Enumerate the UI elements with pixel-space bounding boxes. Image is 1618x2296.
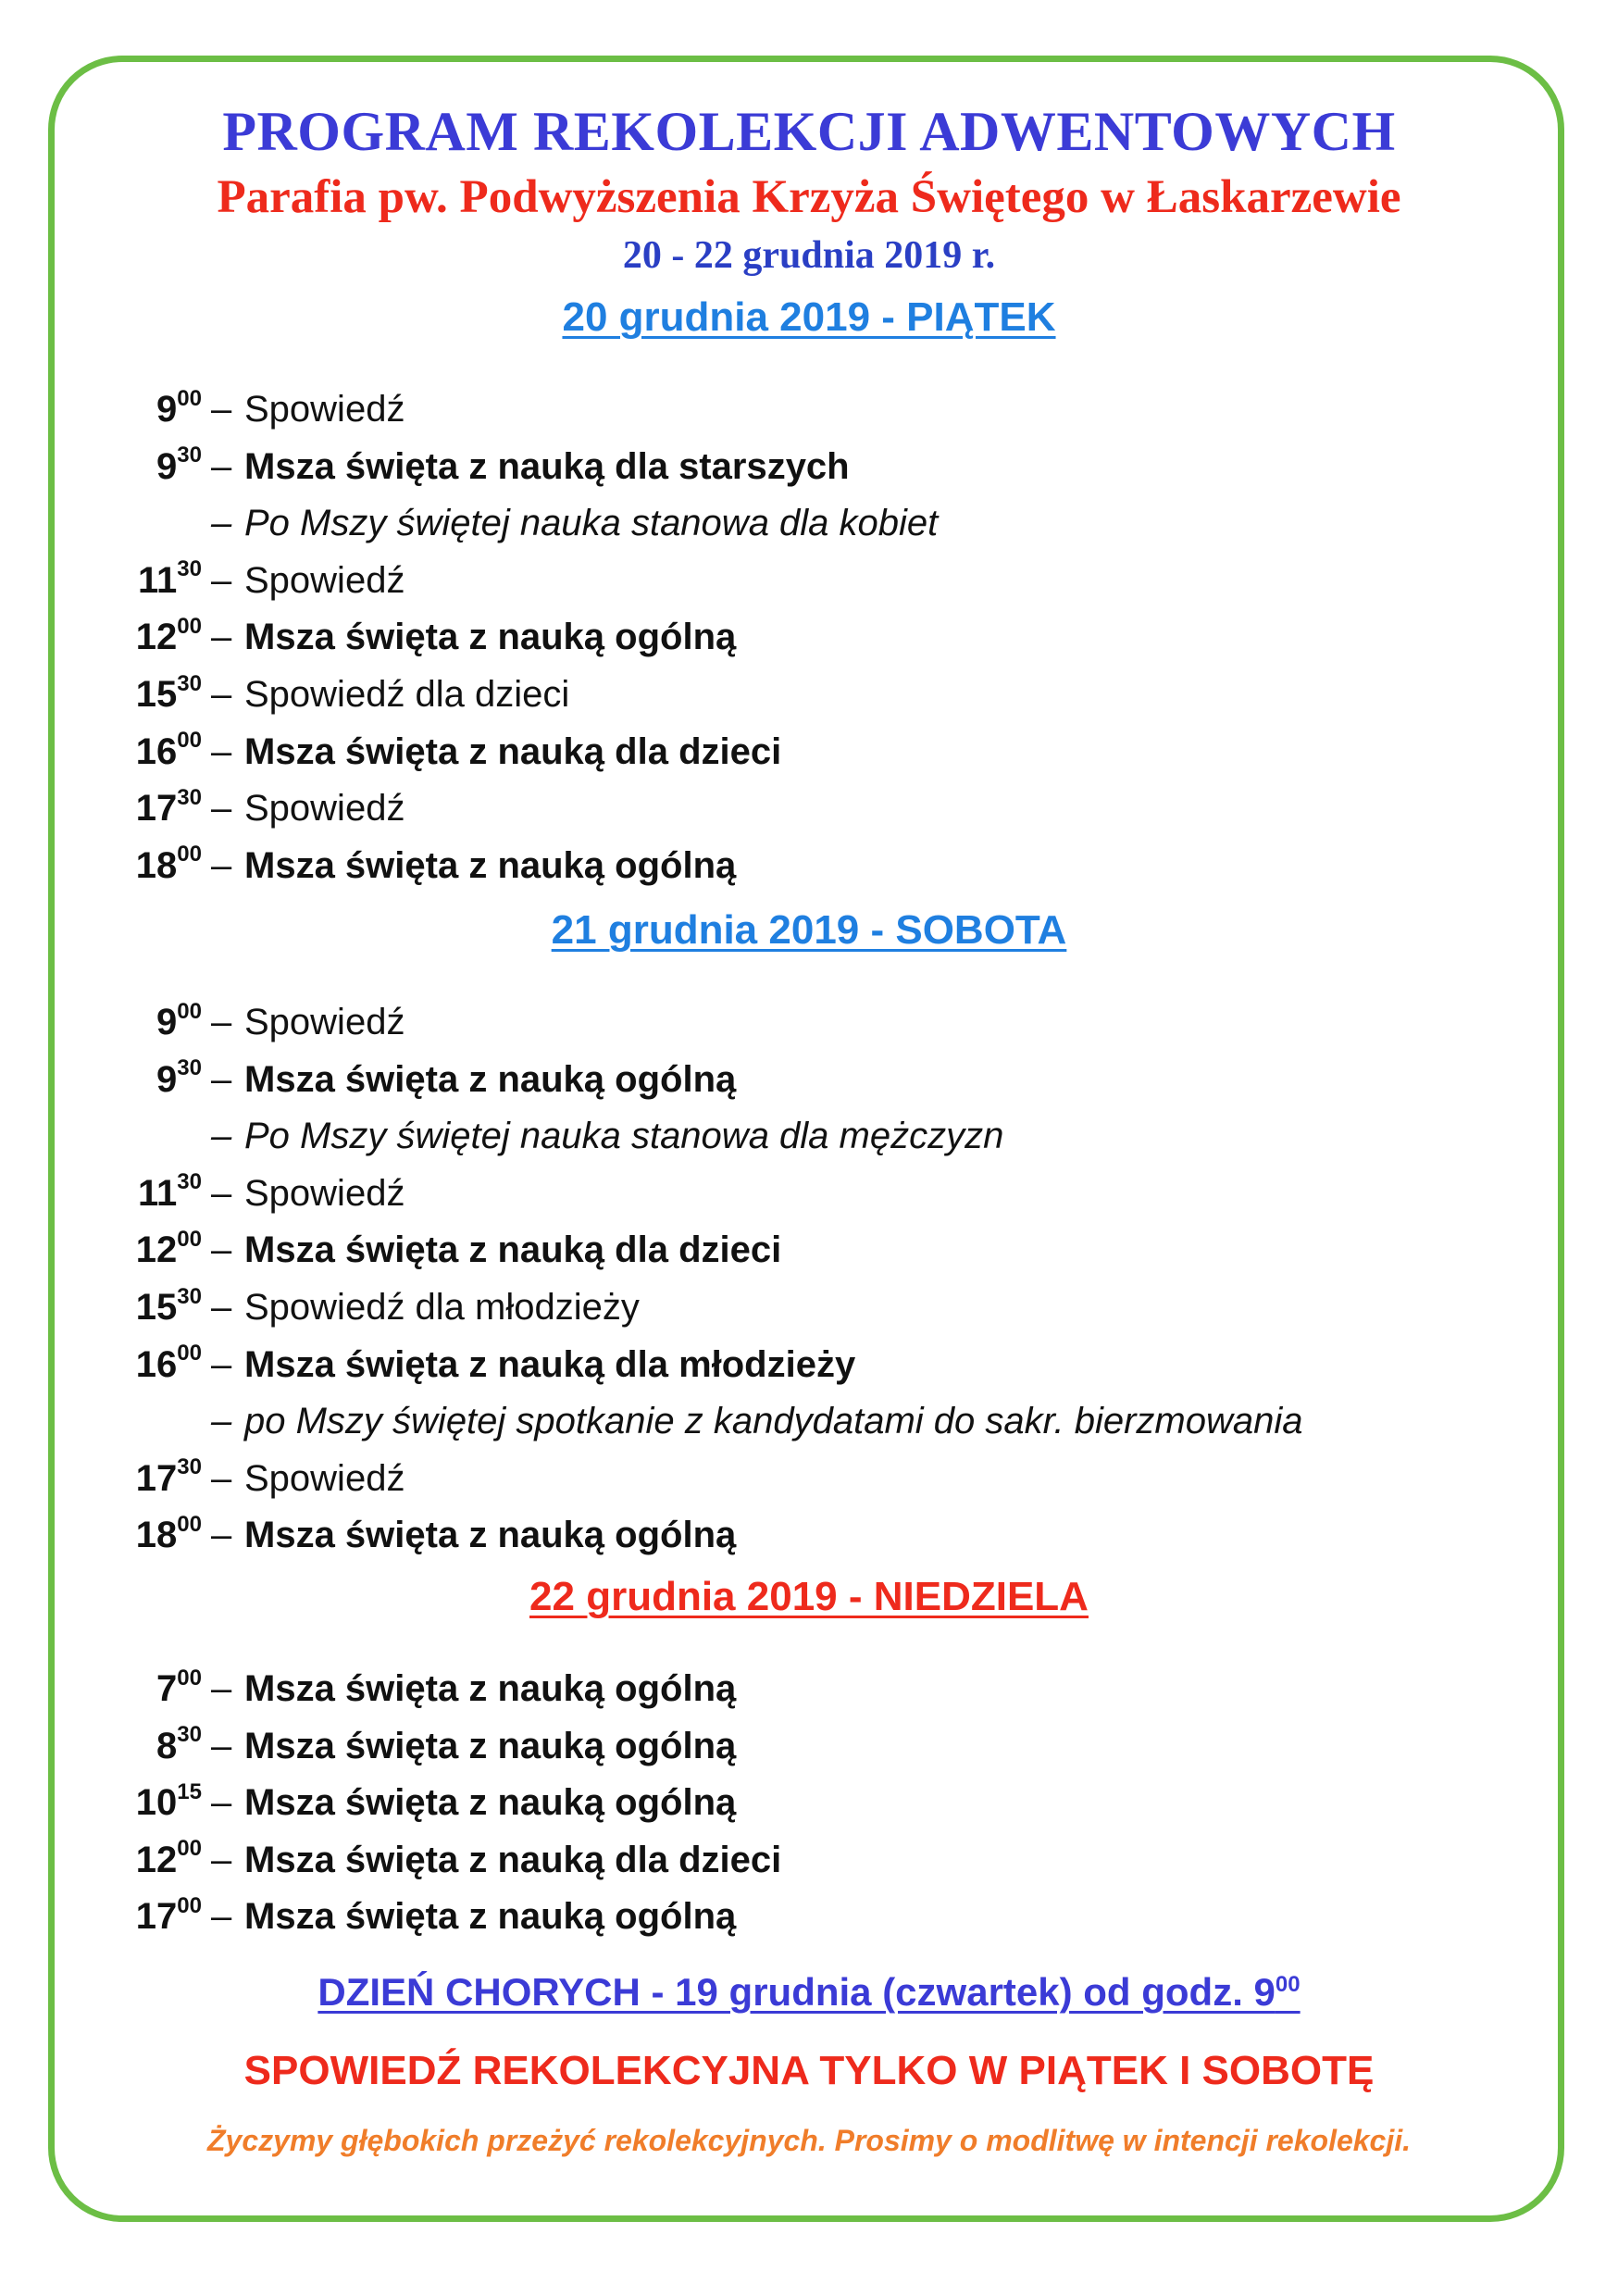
time-hour: 15 — [135, 1287, 178, 1328]
dash-separator: – — [211, 445, 232, 487]
event-text: Msza święta z nauką dla dzieci — [244, 1229, 782, 1271]
time-minutes: 15 — [177, 1778, 202, 1804]
dash-separator: – — [211, 1839, 232, 1880]
event-text: Spowiedź — [244, 1457, 405, 1499]
event-text: Msza święta z nauką ogólną — [244, 617, 737, 658]
dash-separator: – — [211, 844, 232, 886]
dash-separator: – — [211, 1229, 232, 1271]
time-label — [44, 1722, 202, 1767]
event-text: Msza święta z nauką ogólną — [244, 844, 737, 886]
time-label — [44, 1341, 202, 1386]
time-minutes: 00 — [177, 1665, 202, 1691]
time-hour: 18 — [135, 844, 178, 886]
time-label — [44, 1893, 202, 1938]
time-hour: 11 — [138, 1172, 178, 1214]
time-label — [44, 1283, 202, 1329]
time-hour: 12 — [135, 1229, 178, 1271]
time-hour: 17 — [135, 1896, 178, 1938]
time-hour: 17 — [135, 1457, 178, 1499]
time-label — [44, 1229, 202, 1271]
time-hour: 9 — [156, 389, 178, 430]
event-text: Spowiedź — [244, 389, 405, 430]
event-text: Spowiedź — [244, 1172, 405, 1214]
event-text: Msza święta z nauką dla starszych — [244, 445, 850, 487]
time-hour: 18 — [135, 1515, 178, 1556]
event-text: Spowiedź dla młodzieży — [244, 1287, 640, 1328]
dash-separator: – — [211, 1457, 232, 1499]
dash-separator: – — [211, 674, 232, 715]
time-label — [44, 784, 202, 830]
time-hour: 11 — [138, 559, 178, 601]
event-text: Spowiedź dla dzieci — [244, 674, 570, 715]
time-minutes: 30 — [177, 1169, 202, 1195]
time-minutes: 30 — [177, 443, 202, 468]
time-minutes: 00 — [177, 614, 202, 640]
dash-separator: – — [211, 1002, 232, 1042]
event-text: po Mszy świętej spotkanie z kandydatami do sakr. bierzmowania — [244, 1401, 1303, 1442]
dash-separator: – — [211, 1343, 232, 1385]
dash-separator: – — [211, 1668, 232, 1709]
time-hour: 12 — [135, 617, 178, 658]
dash-separator: – — [211, 1896, 232, 1938]
time-hour: 16 — [135, 1343, 178, 1385]
time-hour: 9 — [156, 1002, 178, 1042]
time-minutes: 00 — [177, 1512, 202, 1538]
event-text: Msza święta z nauką ogólną — [244, 1725, 737, 1766]
time-minutes: 00 — [177, 1227, 202, 1253]
retreat-dates: 20 - 22 grudnia 2019 r. — [622, 234, 996, 277]
time-hour: 8 — [156, 1725, 178, 1766]
time-label — [44, 1665, 202, 1710]
time-hour: 7 — [156, 1668, 178, 1709]
dash-separator: – — [211, 1782, 232, 1824]
event-text: Spowiedź — [244, 559, 405, 601]
event-text: Msza święta z nauką ogólną — [244, 1058, 737, 1100]
event-text: Spowiedź — [244, 788, 405, 830]
time-minutes: 00 — [177, 1836, 202, 1862]
time-label — [44, 1778, 202, 1824]
time-label — [44, 728, 202, 773]
time-label — [44, 1836, 202, 1881]
time-label — [44, 614, 202, 658]
time-label — [44, 1454, 202, 1500]
time-minutes: 30 — [177, 1283, 202, 1309]
time-minutes: 30 — [177, 670, 202, 696]
dash-separator: – — [211, 1515, 232, 1556]
event-text: Po Mszy świętej nauka stanowa dla mężczyzn — [244, 1116, 1004, 1157]
event-text: Msza święta z nauką dla młodzieży — [244, 1343, 856, 1385]
dash-separator: – — [211, 503, 232, 544]
time-label — [44, 443, 202, 488]
dash-separator: – — [211, 1116, 232, 1157]
time-minutes: 30 — [177, 784, 202, 810]
dash-separator: – — [211, 1172, 232, 1214]
dash-separator: – — [211, 617, 232, 658]
event-text: Msza święta z nauką dla dzieci — [244, 730, 782, 772]
confession-notice: SPOWIEDŹ REKOLEKCYJNA TYLKO W PIĄTEK I SOBOTĘ — [243, 2048, 1375, 2093]
time-minutes: 00 — [177, 728, 202, 754]
time-minutes: 30 — [177, 1055, 202, 1081]
event-text: Msza święta z nauką dla dzieci — [244, 1839, 782, 1880]
time-minutes: 00 — [177, 1893, 202, 1919]
parish-subtitle: Parafia pw. Podwyższenia Krzyża Świętego w Łaskarzewie — [217, 171, 1401, 223]
time-hour: 9 — [156, 1058, 178, 1100]
sick-day-notice — [0, 1970, 1618, 2015]
dash-separator: – — [211, 730, 232, 772]
time-label — [44, 998, 202, 1043]
time-label — [44, 1055, 202, 1101]
event-text: Msza święta z nauką ogólną — [244, 1515, 737, 1556]
time-hour: 9 — [156, 445, 178, 487]
sick-day-minutes: 00 — [1275, 1972, 1301, 1997]
dash-separator: – — [211, 559, 232, 601]
time-minutes: 00 — [177, 842, 202, 867]
event-text: Msza święta z nauką ogólną — [244, 1896, 737, 1938]
event-text: Spowiedź — [244, 1002, 405, 1042]
time-hour: 16 — [135, 730, 178, 772]
day-heading: 21 grudnia 2019 - SOBOTA — [551, 907, 1067, 953]
time-label — [44, 670, 202, 716]
dash-separator: – — [211, 1287, 232, 1328]
dash-separator: – — [211, 1058, 232, 1100]
time-label — [44, 556, 202, 602]
time-hour: 15 — [135, 674, 178, 715]
event-text: Msza święta z nauką ogólną — [244, 1668, 737, 1709]
dash-separator: – — [211, 389, 232, 430]
time-label — [44, 385, 202, 430]
sick-day-text: DZIEŃ CHORYCH - 19 grudnia (czwartek) od godz. 9 — [317, 1970, 1276, 2014]
page-title: PROGRAM REKOLEKCJI ADWENTOWYCH — [222, 101, 1396, 162]
day-heading: 22 grudnia 2019 - NIEDZIELA — [529, 1574, 1089, 1619]
time-minutes: 00 — [177, 998, 202, 1024]
time-label — [44, 842, 202, 887]
time-minutes: 30 — [177, 1722, 202, 1748]
time-minutes: 30 — [177, 556, 202, 582]
dash-separator: – — [211, 1401, 232, 1442]
time-label — [44, 1512, 202, 1556]
time-minutes: 30 — [177, 1454, 202, 1480]
event-text: Msza święta z nauką ogólną — [244, 1782, 737, 1824]
dash-separator: – — [211, 1725, 232, 1766]
time-minutes: 00 — [177, 1341, 202, 1366]
time-hour: 12 — [135, 1839, 178, 1880]
time-minutes: 00 — [177, 385, 202, 411]
day-heading: 20 grudnia 2019 - PIĄTEK — [562, 294, 1056, 340]
time-hour: 10 — [135, 1782, 178, 1824]
dash-separator: – — [211, 788, 232, 830]
time-label — [44, 1169, 202, 1215]
closing-wishes: Życzymy głębokich przeżyć rekolekcyjnych. Prosimy o modlitwę w intencji rekolekcji. — [206, 2124, 1412, 2157]
event-text: Po Mszy świętej nauka stanowa dla kobiet — [244, 503, 939, 544]
time-hour: 17 — [135, 788, 178, 830]
